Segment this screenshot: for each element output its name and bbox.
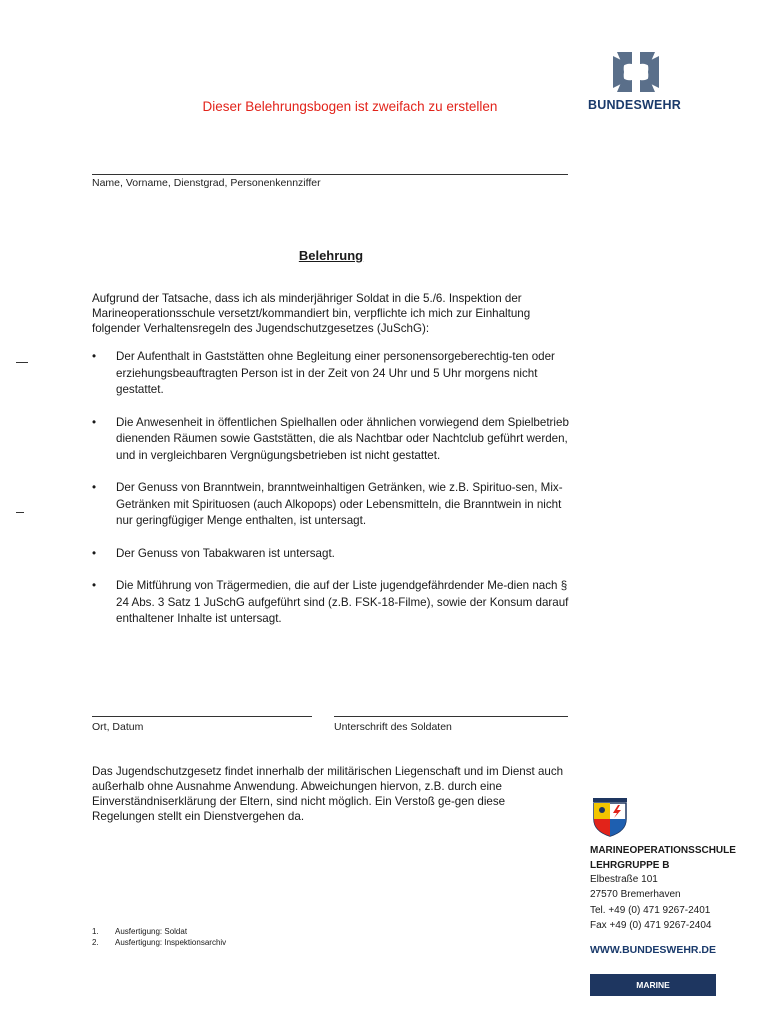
- bullet-mark: •: [92, 546, 97, 560]
- iron-cross-icon: [613, 50, 659, 94]
- list-item: [92, 480, 570, 530]
- city: 27570 Bremerhaven: [590, 888, 681, 900]
- bullet-mark: •: [92, 350, 97, 363]
- fold-mark-top: [16, 362, 28, 363]
- sender-address: [590, 844, 736, 933]
- school-crest-icon: [592, 797, 628, 842]
- branch-label: MARINE: [636, 980, 670, 990]
- org-unit: LEHRGRUPPE B: [590, 859, 670, 871]
- soldier-signature-line: [334, 716, 568, 717]
- bundeswehr-logo: [588, 50, 684, 112]
- fax: Fax +49 (0) 471 9267-2404: [590, 919, 712, 931]
- marine-branch-bar: [590, 974, 716, 996]
- copy-number: 1.: [92, 927, 99, 936]
- rule-text: Der Genuss von Tabakwaren ist untersagt.: [116, 546, 335, 560]
- bullet-mark: •: [92, 579, 97, 592]
- website-link[interactable]: WWW.BUNDESWEHR.DE: [590, 944, 716, 956]
- copy-number: 2.: [92, 938, 99, 947]
- place-date-line: [92, 716, 312, 717]
- list-item: [92, 937, 226, 948]
- bullet-mark: •: [92, 415, 97, 429]
- list-item: [92, 578, 570, 628]
- intro-paragraph: Aufgrund der Tatsache, dass ich als minderjähriger Soldat in die 5./6. Inspektion der Marineoperationsschule versetzt/kommandiert bin, verpflichte ich mich zur Einhaltung folgender Verhaltensregeln des Jugendschutzgesetzes (JuSchG):: [92, 292, 531, 335]
- copies-list: [92, 926, 226, 948]
- phone: Tel. +49 (0) 471 9267-2401: [590, 905, 711, 916]
- list-item: [92, 349, 570, 399]
- document-title: Belehrung: [298, 248, 364, 263]
- rule-text: Der Genuss von Branntwein, branntweinhaltigen Getränken, wie z.B. Spirituo-sen, Mix-Getränken mit Spirituosen (auch Alkopops) oder Lebensmitteln, die Branntwein in nicht nur geringfügiger Menge enthalten, ist untersagt.: [116, 481, 563, 527]
- rule-text: Der Aufenthalt in Gaststätten ohne Begleitung einer personensorgeberechtig-ten oder erziehungsbeauftragten Person ist in der Zeit von 24 Uhr und 5 Uhr morgens nicht gestattet.: [116, 350, 555, 396]
- list-item: [92, 546, 570, 563]
- list-item: [92, 415, 570, 465]
- name-signature-line: [92, 174, 568, 175]
- closing-paragraph: Das Jugendschutzgesetz findet innerhalb der militärischen Liegenschaft und im Dienst auch außerhalb ohne Ausnahme Anwendung. Abweichungen hiervon, z.B. durch eine Einverständniserklärung der Eltern, sind nicht möglich. Ein Verstoß ge-gen diese Regelungen stellt ein Dienstvergehen da.: [92, 765, 564, 823]
- rule-text: Die Anwesenheit in öffentlichen Spielhallen oder ähnlichen vorwiegend dem Spielbetrieb dienenden Räumen sowie Gaststätten, die als Nachtbar oder Nachtclub geführt werden, und in vergleichbaren Vergnügungsbetrieben ist nicht gestattet.: [116, 415, 569, 462]
- street: Elbestraße 101: [590, 874, 658, 885]
- place-date-label: Ort, Datum: [92, 721, 144, 733]
- logo-wordmark: BUNDESWEHR: [588, 98, 681, 112]
- bullet-mark: •: [92, 481, 97, 494]
- copy-text: Ausfertigung: Inspektionsarchiv: [115, 938, 227, 947]
- fold-mark-bottom: [16, 512, 24, 513]
- list-item: [92, 926, 226, 937]
- copy-text: Ausfertigung: Soldat: [115, 927, 188, 936]
- rule-text: Die Mitführung von Trägermedien, die auf der Liste jugendgefährdender Me-dien nach § 24 Abs. 3 Satz 1 JuSchG aufgeführt sind (z.B. FSK-18-Filme), sowie der Konsum darauf enthaltener Inhalte ist untersagt.: [116, 579, 569, 625]
- soldier-signature-label: Unterschrift des Soldaten: [334, 721, 452, 733]
- rules-list: [92, 349, 570, 644]
- copy-instruction-note: Dieser Belehrungsbogen ist zweifach zu erstellen: [202, 99, 498, 114]
- org-name: MARINEOPERATIONSSCHULE: [590, 845, 736, 856]
- name-field-label: Name, Vorname, Dienstgrad, Personenkennziffer: [92, 177, 321, 189]
